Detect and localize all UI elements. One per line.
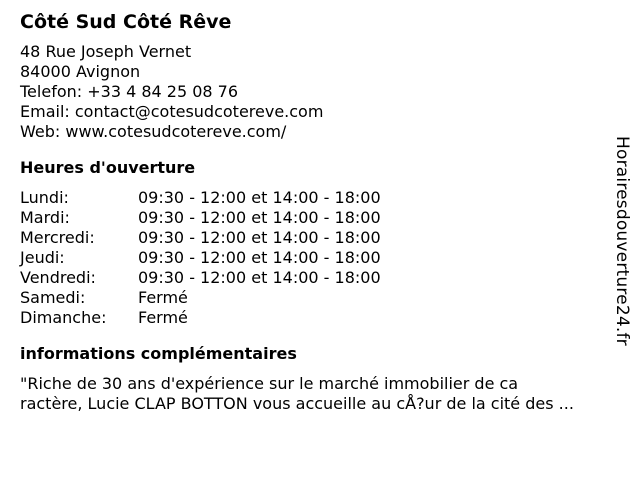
info-line-2: ractère, Lucie CLAP BOTTON vous accueille au cÅ?ur de la cité des ... <box>20 394 574 413</box>
hours-title: Heures d'ouverture <box>20 158 196 177</box>
hours-value: Fermé <box>138 308 188 327</box>
info-line-1: "Riche de 30 ans d'expérience sur le marché immobilier de ca <box>20 374 519 393</box>
info-description <box>20 374 620 414</box>
day-label: Vendredi: <box>20 268 96 287</box>
day-label: Mardi: <box>20 208 70 227</box>
email-line: Email: contact@cotesudcotereve.com <box>20 102 324 121</box>
hours-row-tuesday <box>20 208 600 228</box>
hours-value: 09:30 - 12:00 et 14:00 - 18:00 <box>138 188 381 207</box>
hours-row-monday <box>20 188 600 208</box>
business-card <box>20 8 600 414</box>
day-label: Lundi: <box>20 188 69 207</box>
day-label: Dimanche: <box>20 308 107 327</box>
hours-row-saturday <box>20 288 600 308</box>
day-label: Jeudi: <box>20 248 65 267</box>
hours-row-thursday <box>20 248 600 268</box>
day-label: Samedi: <box>20 288 86 307</box>
business-name: Côté Sud Côté Rêve <box>20 11 232 33</box>
hours-row-wednesday <box>20 228 600 248</box>
hours-row-sunday <box>20 308 600 328</box>
hours-table <box>20 188 600 328</box>
hours-value: 09:30 - 12:00 et 14:00 - 18:00 <box>138 268 381 287</box>
day-label: Mercredi: <box>20 228 95 247</box>
watermark-text: Horairesdouverture24.fr <box>612 136 632 346</box>
hours-row-friday <box>20 268 600 288</box>
web-line: Web: www.cotesudcotereve.com/ <box>20 122 287 141</box>
address-street: 48 Rue Joseph Vernet <box>20 42 192 61</box>
hours-value: 09:30 - 12:00 et 14:00 - 18:00 <box>138 248 381 267</box>
watermark <box>608 136 636 346</box>
hours-value: 09:30 - 12:00 et 14:00 - 18:00 <box>138 228 381 247</box>
address-city: 84000 Avignon <box>20 62 141 81</box>
phone-line: Telefon: +33 4 84 25 08 76 <box>20 82 239 101</box>
hours-value: 09:30 - 12:00 et 14:00 - 18:00 <box>138 208 381 227</box>
hours-value: Fermé <box>138 288 188 307</box>
info-title: informations complémentaires <box>20 344 297 363</box>
